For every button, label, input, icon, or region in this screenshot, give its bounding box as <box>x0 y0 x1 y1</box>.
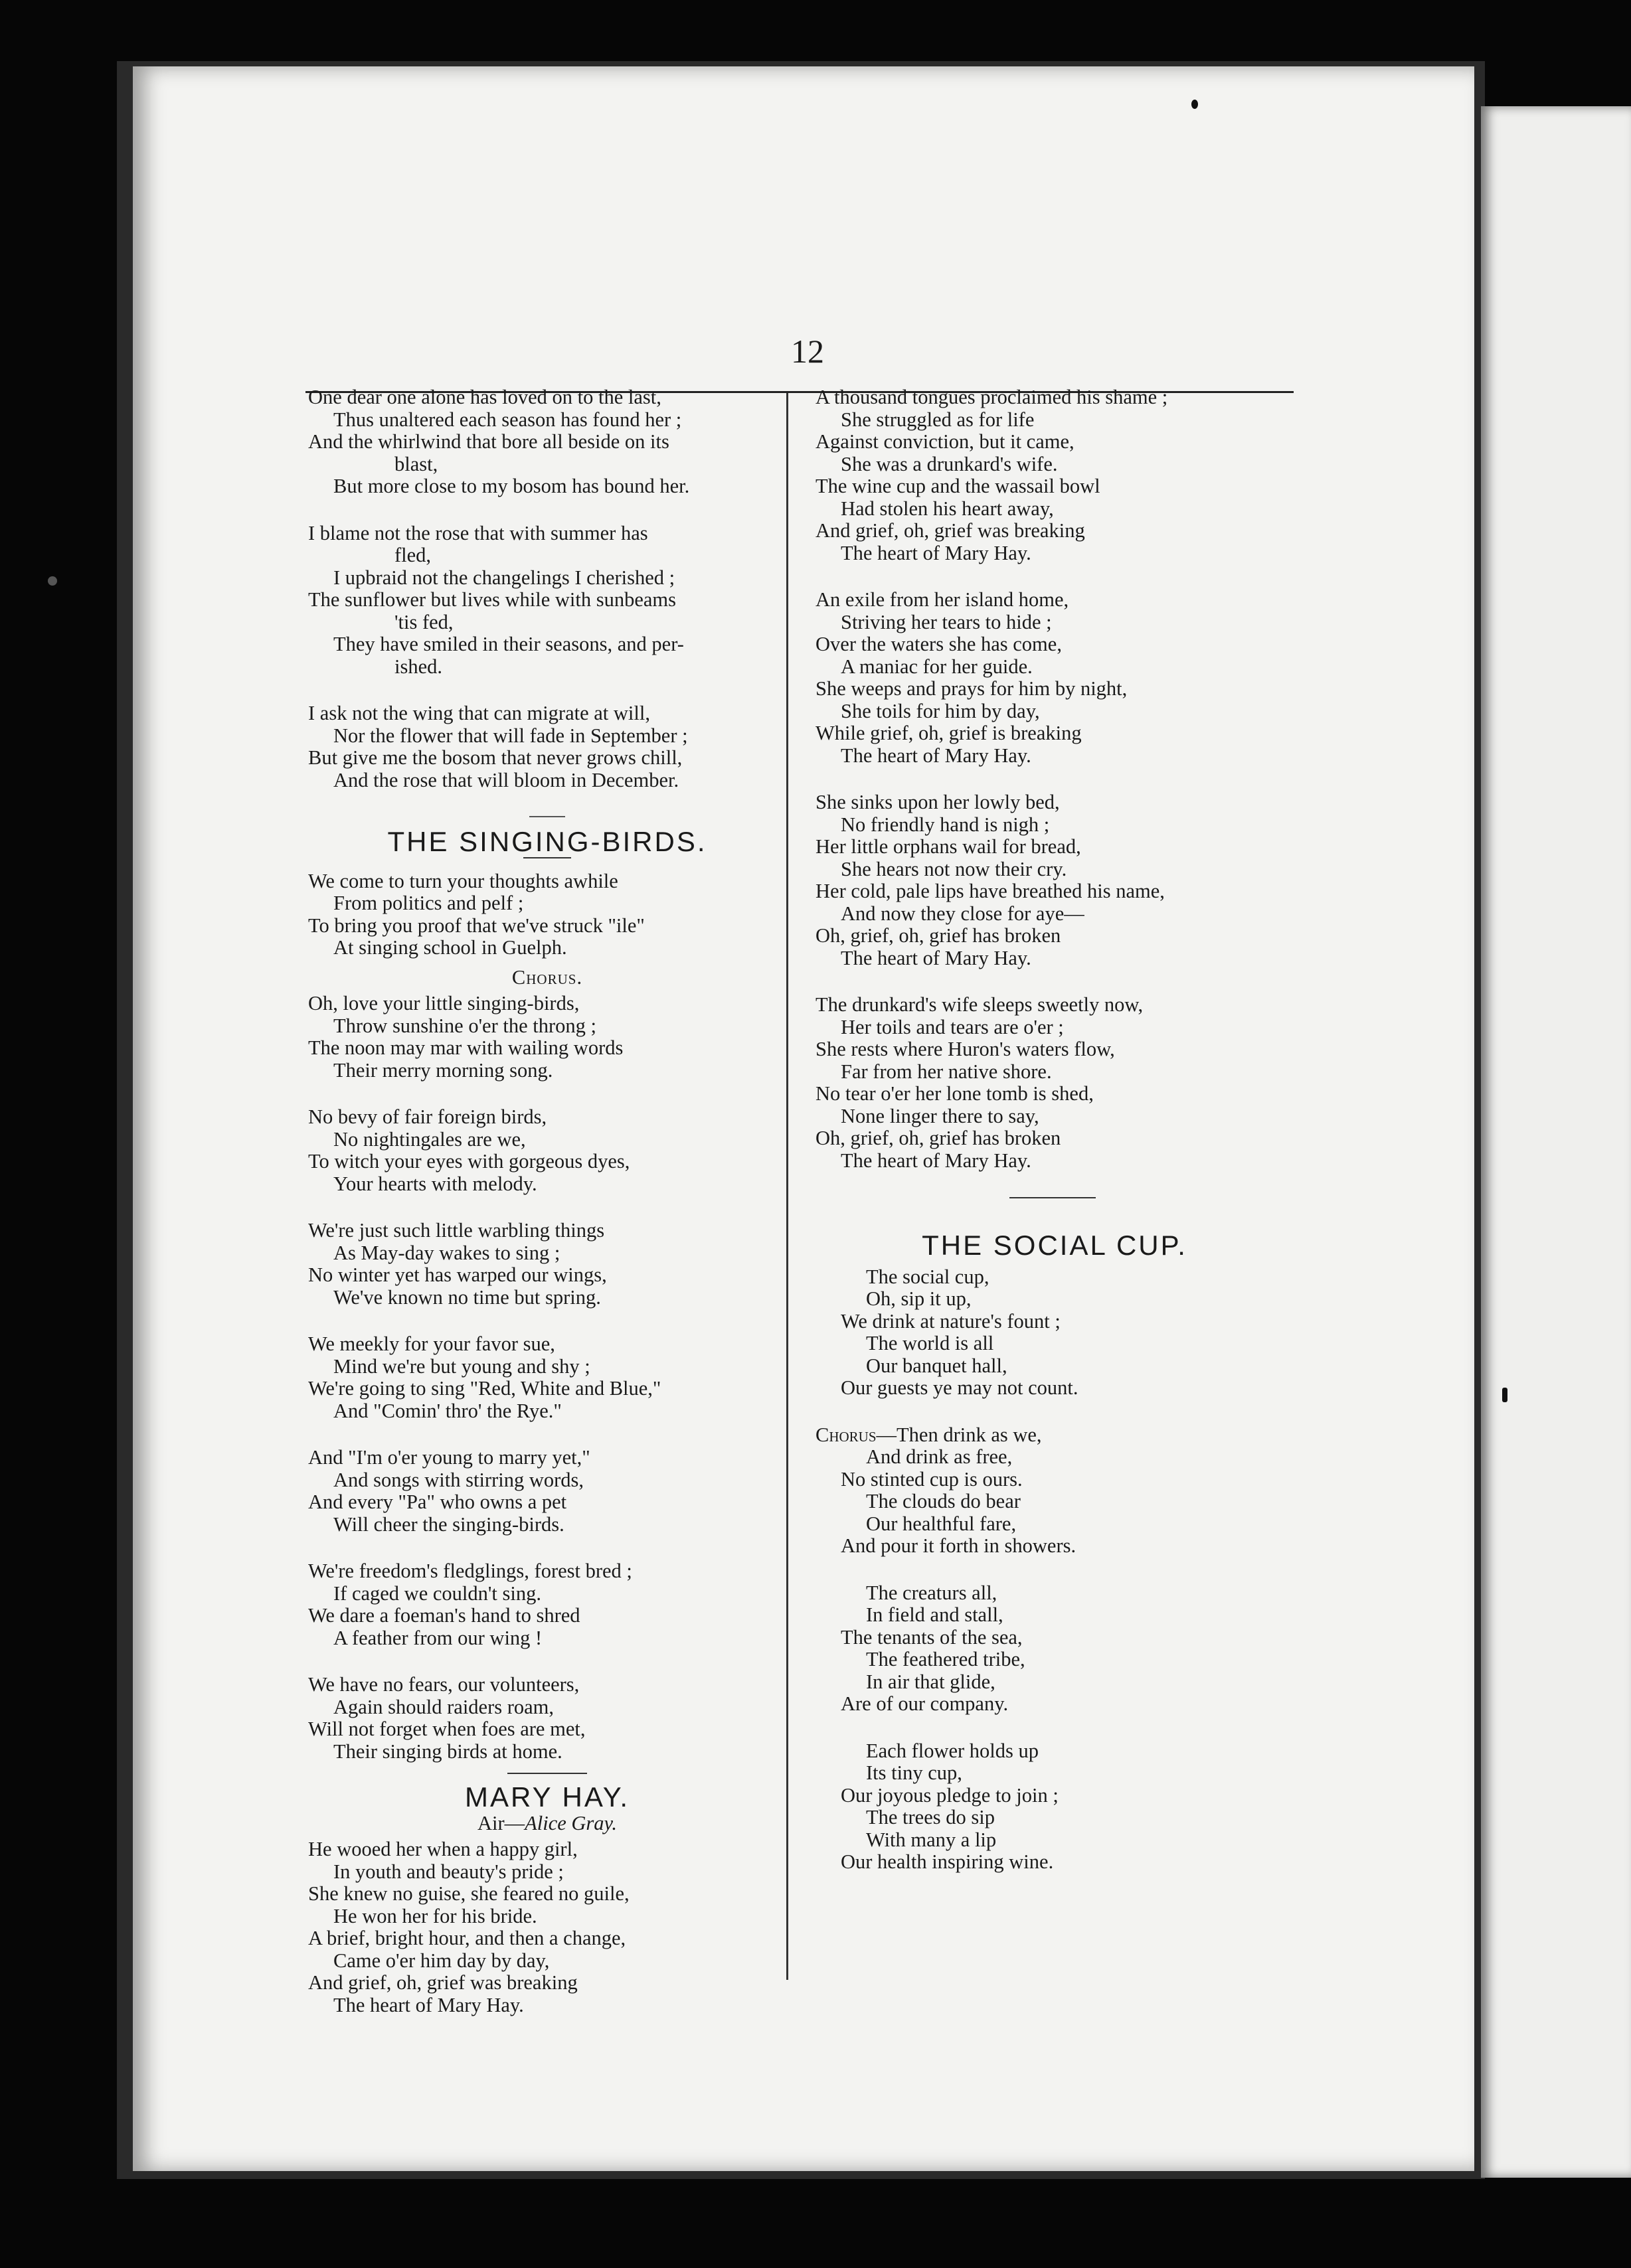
verse-line: The feathered tribe, <box>866 1648 1025 1670</box>
verse-line: Will cheer the singing-birds. <box>333 1512 564 1536</box>
verse-line: Our healthful fare, <box>866 1512 1017 1535</box>
verse-line: No friendly hand is nigh ; <box>841 813 1050 836</box>
verse-line: Over the waters she has come, <box>816 633 1062 655</box>
verse-line: Each flower holds up <box>866 1739 1039 1762</box>
facing-page-edge <box>1481 106 1631 2178</box>
verse-line: And the whirlwind that bore all beside on its <box>308 430 669 453</box>
verse-line: But give me the bosom that never grows chill, <box>308 746 683 769</box>
verse-line: No stinted cup is ours. <box>841 1467 1023 1491</box>
verse-line: The wine cup and the wassail bowl <box>816 475 1100 497</box>
verse-line: No nightingales are we, <box>333 1127 526 1151</box>
singing-birds-verses <box>308 993 786 1763</box>
song-title-social-cup: THE SOCIAL CUP. <box>922 1230 1187 1261</box>
verse-line: Oh, love your little singing-birds, <box>308 992 580 1014</box>
verse-line: He won her for his bride. <box>333 1904 537 1927</box>
verse-line: The drunkard's wife sleeps sweetly now, <box>816 993 1144 1016</box>
verse-line: We meekly for your favor sue, <box>308 1333 555 1355</box>
verse-line: The heart of Mary Hay. <box>333 1993 524 2016</box>
right-column <box>816 386 1294 1898</box>
stanza <box>308 1333 786 1422</box>
stanza <box>308 1220 786 1309</box>
verse-line: We're just such little warbling things <box>308 1219 605 1242</box>
verse-line: The heart of Mary Hay. <box>841 1149 1031 1172</box>
stanza <box>308 993 786 1082</box>
verse-line: Her cold, pale lips have breathed his name, <box>816 880 1165 902</box>
verse-line: She weeps and prays for him by night, <box>816 677 1128 700</box>
verse-line: The social cup, <box>866 1265 989 1288</box>
ink-speck <box>1502 1388 1507 1402</box>
column-divider <box>786 393 788 1980</box>
singing-birds-verse <box>308 870 786 959</box>
verse-line: She was a drunkard's wife. <box>841 452 1058 475</box>
verse-line: The creaturs all, <box>866 1581 997 1604</box>
verse-line: Came o'er him day by day, <box>333 1949 550 1972</box>
verse-line: I blame not the rose that with summer has <box>308 521 648 544</box>
stanza <box>816 1740 1294 1874</box>
stanza <box>816 1582 1294 1716</box>
verse-line: None linger there to say, <box>841 1104 1039 1127</box>
verse-line: I ask not the wing that can migrate at will, <box>308 702 650 724</box>
verse-line: Her little orphans wail for bread, <box>816 835 1081 858</box>
verse-line: No tear o'er her lone tomb is shed, <box>816 1082 1094 1105</box>
verse-line: To bring you proof that we've struck "ile" <box>308 914 645 937</box>
stanza <box>308 870 786 959</box>
verse-line: Thus unaltered each season has found her ; <box>333 408 682 431</box>
verse-line: She hears not now their cry. <box>841 857 1067 880</box>
verse-line: I upbraid not the changelings I cherished ; <box>333 566 675 589</box>
section-divider <box>507 1773 587 1774</box>
verse-line: Oh, grief, oh, grief has broken <box>816 1127 1061 1149</box>
stanza <box>816 791 1294 969</box>
verse-line: She knew no guise, she feared no guile, <box>308 1882 630 1905</box>
verse-line: The sunflower but lives while with sunbeams <box>308 588 676 611</box>
verse-line: In field and stall, <box>866 1603 1003 1626</box>
stanza <box>308 1674 786 1763</box>
air-tune: Alice Gray. <box>525 1811 618 1834</box>
verse-line: She struggled as for life <box>841 408 1035 431</box>
verse-line: And pour it forth in showers. <box>841 1534 1076 1557</box>
stanza <box>308 1560 786 1649</box>
verse-line: In air that glide, <box>866 1670 995 1693</box>
verse-line: Far from her native shore. <box>841 1060 1052 1083</box>
stanza <box>308 702 786 791</box>
air-note <box>308 1813 786 1835</box>
verse-line: The clouds do bear <box>866 1490 1021 1512</box>
verse-line: The heart of Mary Hay. <box>841 541 1031 564</box>
verse-line: She sinks upon her lowly bed, <box>816 791 1060 813</box>
verse-line: Your hearts with melody. <box>333 1172 537 1195</box>
stanza <box>308 386 786 498</box>
verse-line: We're freedom's fledglings, forest bred ; <box>308 1560 632 1582</box>
verse-line: The noon may mar with wailing words <box>308 1036 624 1059</box>
verse-line: In youth and beauty's pride ; <box>333 1860 564 1883</box>
verse-line: The trees do sip <box>866 1806 995 1828</box>
verse-line: The heart of Mary Hay. <box>841 946 1031 969</box>
verse-line: The heart of Mary Hay. <box>841 744 1031 767</box>
social-cup-verses <box>816 1266 1294 1874</box>
verse-line: And grief, oh, grief was breaking <box>308 1971 578 1994</box>
verse-line: Throw sunshine o'er the throng ; <box>333 1014 596 1037</box>
stanza <box>308 1447 786 1536</box>
verse-line: While grief, oh, grief is breaking <box>816 722 1082 744</box>
ink-speck <box>48 576 57 586</box>
verse-line: Had stolen his heart away, <box>841 497 1054 520</box>
ink-speck <box>1191 100 1198 109</box>
stanza <box>308 523 786 679</box>
verse-line: With many a lip <box>866 1828 997 1851</box>
stanza <box>816 994 1294 1172</box>
verse-line: Its tiny cup, <box>866 1761 962 1784</box>
verse-line: And every "Pa" who owns a pet <box>308 1491 567 1513</box>
verse-line: They have smiled in their seasons, and per- <box>333 633 684 655</box>
verse-line: No winter yet has warped our wings, <box>308 1263 607 1286</box>
air-prefix: Air— <box>477 1811 525 1834</box>
verse-line: ished. <box>394 655 443 678</box>
verse-line: One dear one alone has loved on to the last, <box>308 386 661 408</box>
verse-line: We drink at nature's fount ; <box>841 1309 1061 1333</box>
verse-line: And grief, oh, grief was breaking <box>816 519 1085 542</box>
verse-line: We've known no time but spring. <box>333 1285 601 1309</box>
verse-line: She toils for him by day, <box>841 699 1040 722</box>
stanza <box>816 589 1294 767</box>
verse-line: A thousand tongues proclaimed his shame ; <box>816 386 1168 408</box>
verse-line: Chorus—Then drink as we, <box>816 1423 1042 1446</box>
verse-line: 'tis fed, <box>394 610 454 633</box>
verse-line: And songs with stirring words, <box>333 1468 584 1491</box>
stanza <box>816 1266 1294 1400</box>
mary-hay-verses <box>816 386 1294 1172</box>
verse-line: Again should raiders roam, <box>333 1695 555 1718</box>
verse-line: Her toils and tears are o'er ; <box>841 1015 1064 1038</box>
verse-line: And the rose that will bloom in December. <box>333 768 679 791</box>
verse-line: blast, <box>394 452 438 475</box>
verse-line: A brief, bright hour, and then a change, <box>308 1927 626 1949</box>
verse-line: Oh, grief, oh, grief has broken <box>816 924 1061 947</box>
verse-line: Our joyous pledge to join ; <box>841 1783 1059 1807</box>
verse-line: And "I'm o'er young to marry yet," <box>308 1446 590 1469</box>
chorus-label: Chorus— <box>816 1423 897 1446</box>
verse-line: Striving her tears to hide ; <box>841 610 1052 633</box>
verse-line: And now they close for aye— <box>841 902 1084 925</box>
verse-line: And "Comin' thro' the Rye." <box>333 1399 562 1422</box>
stanza <box>816 1424 1294 1558</box>
verse-line: He wooed her when a happy girl, <box>308 1838 578 1860</box>
stanza <box>308 1106 786 1195</box>
verse-line: An exile from her island home, <box>816 588 1069 611</box>
chorus-label: Chorus. <box>511 965 583 989</box>
verse-line: From politics and pelf ; <box>333 892 524 914</box>
verse-line: A feather from our wing ! <box>333 1626 543 1649</box>
verse-line: She rests where Huron's waters flow, <box>816 1038 1115 1060</box>
stanza <box>308 1838 786 2016</box>
verse-line: At singing school in Guelph. <box>333 936 567 959</box>
verse-line: Their merry morning song. <box>333 1058 553 1082</box>
verse-line: We're going to sing "Red, White and Blue," <box>308 1377 661 1400</box>
verse-line: fled, <box>394 544 432 566</box>
stanza <box>816 386 1294 564</box>
verse-line: But more close to my bosom has bound her. <box>333 475 690 497</box>
song-title-singing-birds: THE SINGING-BIRDS. <box>387 826 707 857</box>
verse-line: Their singing birds at home. <box>333 1740 562 1763</box>
verse-line: The tenants of the sea, <box>841 1625 1023 1649</box>
verse-line: And drink as free, <box>866 1445 1013 1468</box>
poem-continuation <box>308 386 786 791</box>
verse-line: If caged we couldn't sing. <box>333 1581 541 1605</box>
verse-line: Nor the flower that will fade in September ; <box>333 724 688 747</box>
left-column <box>308 386 786 2041</box>
verse-line: Are of our company. <box>841 1692 1009 1715</box>
verse-line: We come to turn your thoughts awhile <box>308 869 618 892</box>
verse-line: We have no fears, our volunteers, <box>308 1673 580 1696</box>
verse-line: We dare a foeman's hand to shred <box>308 1604 580 1627</box>
verse-line: No bevy of fair foreign birds, <box>308 1105 547 1128</box>
verse-line: To witch your eyes with gorgeous dyes, <box>308 1150 630 1173</box>
verse-line: Oh, sip it up, <box>866 1287 972 1310</box>
verse-line: Our banquet hall, <box>866 1354 1007 1377</box>
verse-line: As May-day wakes to sing ; <box>333 1241 560 1264</box>
verse-line: Our guests ye may not count. <box>841 1376 1078 1399</box>
verse-line: Our health inspiring wine. <box>841 1850 1054 1873</box>
page-number: 12 <box>791 333 824 370</box>
verse-line: The world is all <box>866 1332 994 1354</box>
verse-line: Against conviction, but it came, <box>816 430 1074 453</box>
section-divider <box>1009 1197 1096 1198</box>
section-divider <box>529 816 565 817</box>
mary-hay-verse <box>308 1838 786 2016</box>
verse-line: A maniac for her guide. <box>841 655 1033 678</box>
verse-line: Will not forget when foes are met, <box>308 1718 586 1740</box>
verse-line: Mind we're but young and shy ; <box>333 1354 590 1378</box>
song-title-mary-hay: MARY HAY. <box>465 1781 630 1813</box>
